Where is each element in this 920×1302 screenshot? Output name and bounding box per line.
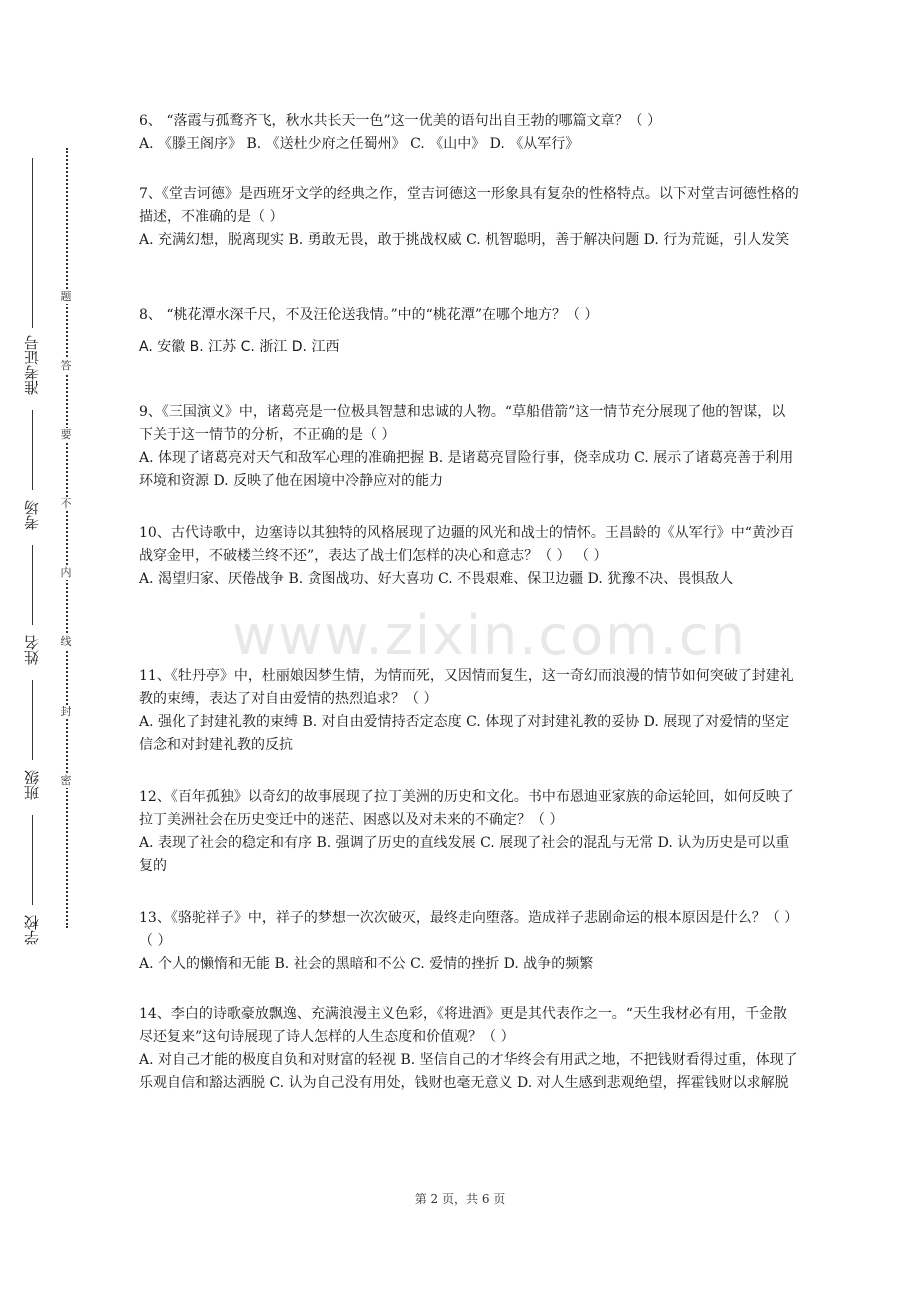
seal-word: 内	[58, 566, 74, 580]
question-10	[139, 522, 799, 591]
page-number-footer: 第 2 页，共 6 页	[414, 1192, 506, 1206]
question-options: A. 个人的懒惰和无能 B. 社会的黑暗和不公 C. 爱情的挫折 D. 战争的频繁	[139, 956, 594, 972]
question-6	[139, 110, 799, 156]
question-13	[139, 907, 799, 976]
question-stem: 6、 “落霞与孤鹜齐飞，秋水共长天一色”这一优美的语句出自王勃的哪篇文章？（ ）	[139, 113, 662, 129]
question-8	[139, 304, 799, 359]
question-options: A. 表现了社会的稳定和有序 B. 强调了历史的直线发展 C. 展现了社会的混乱与无常 D. 认为历史是可以重复的	[139, 835, 790, 874]
field-exam-number	[20, 158, 44, 398]
exam-number-blank[interactable]	[32, 158, 33, 328]
name-label: 姓名	[23, 635, 41, 665]
question-14	[139, 1003, 799, 1095]
question-stem: 8、 “桃花潭水深千尺，不及汪伦送我情。”中的“桃花潭”在哪个地方？（ ）	[139, 307, 599, 323]
seal-word: 线	[58, 635, 74, 649]
seal-word: 密	[58, 774, 74, 788]
school-label: 学校	[23, 915, 41, 945]
class-blank[interactable]	[32, 680, 33, 760]
question-options: A. 渴望归家、厌倦战争 B. 贪图战功、好大喜功 C. 不畏艰难、保卫边疆 D. 犹豫不决、畏惧敌人	[139, 571, 734, 587]
watermark: www.zixin.com.cn	[232, 604, 747, 667]
class-label: 班级	[23, 770, 41, 800]
seal-word: 题	[58, 290, 74, 304]
exam-number-label: 准考证号	[23, 335, 41, 396]
question-options: A. 充满幻想，脱离现实 B. 勇敢无畏，敢于挑战权威 C. 机智聪明，善于解决问题 D. 行为荒诞，引人发笑	[139, 232, 790, 248]
question-options: A. 安徽 B. 江苏 C. 浙江 D. 江西	[139, 339, 340, 355]
field-exam-room	[20, 410, 44, 535]
seal-word: 不	[58, 497, 74, 511]
question-stem: 10、古代诗歌中，边塞诗以其独特的风格展现了边疆的风光和战士的情怀。王昌龄的《从军行》中“黄沙百战穿金甲，不破楼兰终不还”，表达了战士们怎样的决心和意志？（ ） （ ）	[139, 525, 794, 564]
exam-room-label: 考场	[23, 500, 41, 530]
question-options: A. 《滕王阁序》 B. 《送杜少府之任蜀州》 C. 《山中》 D. 《从军行》	[139, 136, 580, 152]
question-options: A. 强化了封建礼教的束缚 B. 对自由爱情持否定态度 C. 体现了对封建礼教的妥协 D. 展现了对爱情的坚定信念和对封建礼教的反抗	[139, 714, 790, 753]
question-stem: 12、《百年孤独》以奇幻的故事展现了拉丁美洲的历史和文化。书中布恩迪亚家族的命运轮回，如何反映了拉丁美洲社会在历史变迁中的迷茫、困惑以及对未来的不确定？（ ）	[139, 789, 794, 828]
exam-room-blank[interactable]	[32, 410, 33, 490]
question-9	[139, 401, 799, 493]
question-stem: 14、李白的诗歌豪放飘逸、充满浪漫主义色彩，《将进酒》更是其代表作之一。“天生我材必有用，千金散尽还复来”这句诗展现了诗人怎样的人生态度和价值观？（ ）	[139, 1006, 787, 1045]
question-11	[139, 665, 799, 757]
question-12	[139, 786, 799, 878]
seal-word: 答	[58, 359, 74, 373]
binding-dotted-line	[66, 148, 68, 928]
question-stem: 11、《牡丹亭》中，杜丽娘因梦生情，为情而死，又因情而复生，这一奇幻而浪漫的情节如何突破了封建礼教的束缚，表达了对自由爱情的热烈追求？（ ）	[139, 668, 794, 707]
question-stem: 9、《三国演义》中，诸葛亮是一位极具智慧和忠诚的人物。“草船借箭”这一情节充分展现了他的智谋，以下关于这一情节的分析，不正确的是（ ）	[139, 404, 786, 443]
question-7	[139, 183, 799, 252]
name-blank[interactable]	[32, 545, 33, 625]
seal-word: 要	[58, 428, 74, 442]
question-options: A. 对自己才能的极度自负和对财富的轻视 B. 坚信自己的才华终会有用武之地，不把钱财看得过重，体现了乐观自信和豁达洒脱 C. 认为自己没有用处，钱财也毫无意义 D. 对人生感到悲观绝望，挥霍钱财以求解脱	[139, 1052, 798, 1091]
question-options: A. 体现了诸葛亮对天气和敌军心理的准确把握 B. 是诸葛亮冒险行事，侥幸成功 C. 展示了诸葛亮善于利用环境和资源 D. 反映了他在困境中冷静应对的能力	[139, 450, 794, 489]
field-school	[20, 815, 44, 950]
question-stem: 13、《骆驼祥子》中，祥子的梦想一次次破灭，最终走向堕落。造成祥子悲剧命运的根本原因是什么？（ ） （ ）	[139, 910, 799, 949]
question-stem: 7、《堂吉诃德》是西班牙文学的经典之作，堂吉诃德这一形象具有复杂的性格特点。以下对堂吉诃德性格的描述，不准确的是（ ）	[139, 186, 799, 225]
school-blank[interactable]	[32, 815, 33, 905]
field-name	[20, 545, 44, 670]
field-class	[20, 680, 44, 805]
seal-word: 封	[58, 705, 74, 719]
